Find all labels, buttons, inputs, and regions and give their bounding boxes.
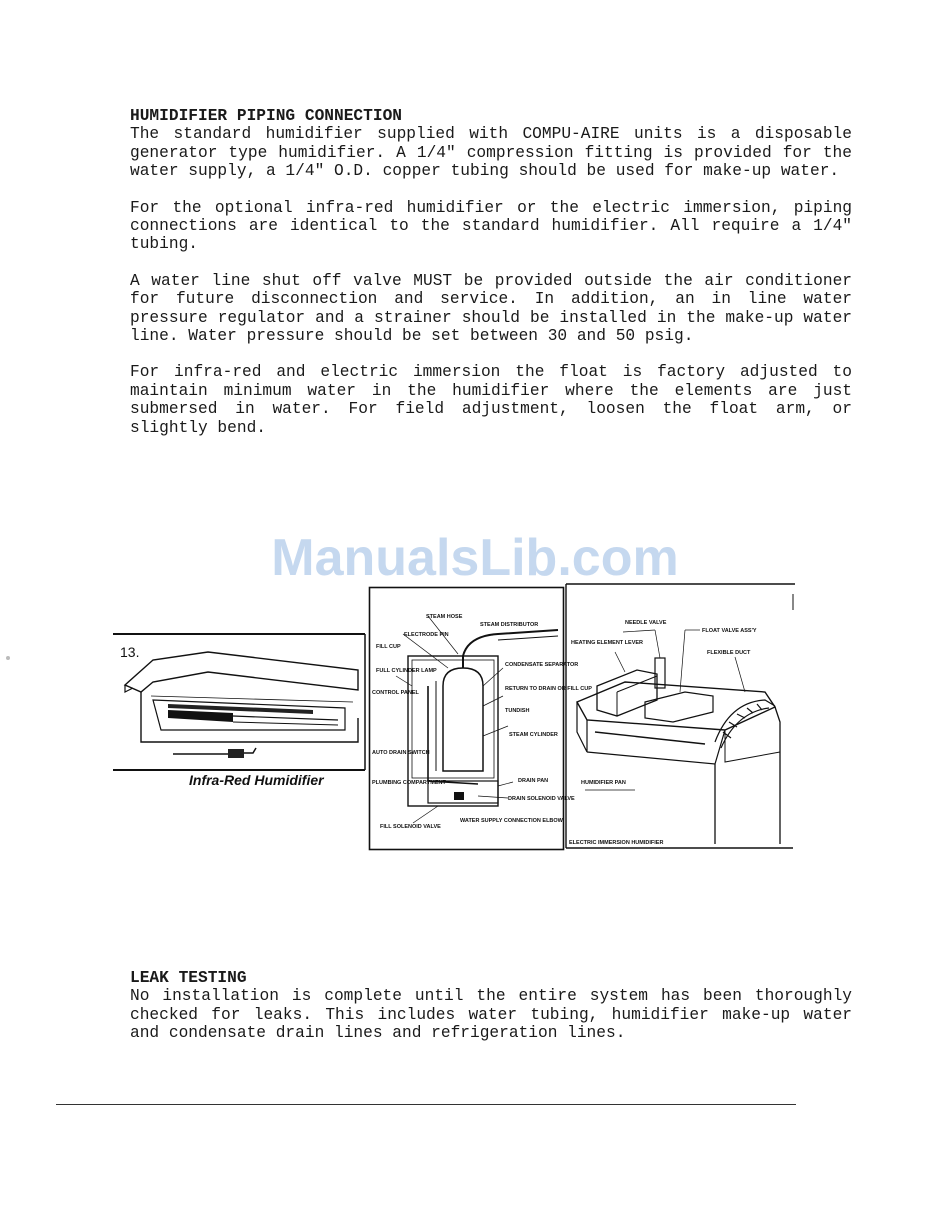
label-humidifier-pan: HUMIDIFIER PAN xyxy=(581,780,626,786)
paragraph-shut-off-valve: A water line shut off valve MUST be provided outside the air conditioner for future disconnection and service. In addition, an in line water pressure regulator and a strainer should be installed in the make-up water line. Water pressure should be set between 30 and 50 psig. xyxy=(130,271,852,346)
label-return: RETURN TO DRAIN OR FILL CUP xyxy=(505,686,592,692)
label-auto-drain: AUTO DRAIN SWITCH xyxy=(372,750,430,756)
label-plumbing: PLUMBING COMPARTMENT xyxy=(372,780,446,786)
label-steam-distributor: STEAM DISTRIBUTOR xyxy=(480,622,539,628)
immersion-caption: ELECTRIC IMMERSION HUMIDIFIER xyxy=(569,840,664,846)
paragraph-float-adjustment: For infra-red and electric immersion the float is factory adjusted to maintain minimum water in the humidifier where the elements are just submersed in water. For field adjustment, loosen the float arm, or slightly bend. xyxy=(130,363,852,437)
infrared-caption: Infra-Red Humidifier xyxy=(189,772,324,788)
label-drain-pan: DRAIN PAN xyxy=(518,778,549,784)
label-full-cylinder: FULL CYLINDER LAMP xyxy=(376,668,437,674)
label-water-elbow: WATER SUPPLY CONNECTION ELBOW xyxy=(460,818,563,824)
label-fill-cup: FILL CUP xyxy=(376,644,401,650)
label-steam-cylinder: STEAM CYLINDER xyxy=(509,732,558,738)
leak-testing-heading: LEAK TESTING xyxy=(130,969,247,987)
label-steam-hose: STEAM HOSE xyxy=(426,614,463,620)
label-electrode-pin: ELECTRODE PIN xyxy=(404,632,449,638)
infrared-humidifier-drawing xyxy=(113,630,368,775)
label-float-valve: FLOAT VALVE ASS'Y xyxy=(702,628,757,634)
scan-speck xyxy=(6,656,10,660)
label-control-panel: CONTROL PANEL xyxy=(372,690,419,696)
watermark: ManualsLib.com xyxy=(271,529,679,587)
label-needle-valve: NEEDLE VALVE xyxy=(625,620,667,626)
generator-humidifier-drawing xyxy=(368,586,592,852)
label-condensate: CONDENSATE SEPARATOR xyxy=(505,662,579,668)
immersion-humidifier-drawing xyxy=(565,582,797,852)
humidifier-piping-section xyxy=(130,107,852,437)
label-tundish: TUNDISH xyxy=(505,708,530,714)
label-heating-element: HEATING ELEMENT LEVER xyxy=(571,640,644,646)
footer-rule xyxy=(56,1104,796,1105)
paragraph-optional-humidifier: For the optional infra-red humidifier or the electric immersion, piping connections are identical to the standard humidifier. All require a 1/4" tubing. xyxy=(130,198,852,254)
label-flexible-duct: FLEXIBLE DUCT xyxy=(707,650,751,656)
figure-number: 13. xyxy=(120,644,140,660)
paragraph-standard-humidifier: The standard humidifier supplied with COMPU-AIRE units is a disposable generator type humidifier. A 1/4" compression fitting is provided for the water supply, a 1/4" O.D. copper tubing should be used for make-up water. xyxy=(130,125,852,181)
label-fill-valve: FILL SOLENOID VALVE xyxy=(380,824,441,830)
label-drain-valve: DRAIN SOLENOID VALVE xyxy=(508,796,575,802)
leak-testing-section xyxy=(130,969,852,1043)
section-heading: HUMIDIFIER PIPING CONNECTION xyxy=(130,107,402,125)
paragraph-leak-testing: No installation is complete until the entire system has been thoroughly checked for leaks. This includes water tubing, humidifier make-up water and condensate drain lines and refrigeration lines. xyxy=(130,987,852,1043)
